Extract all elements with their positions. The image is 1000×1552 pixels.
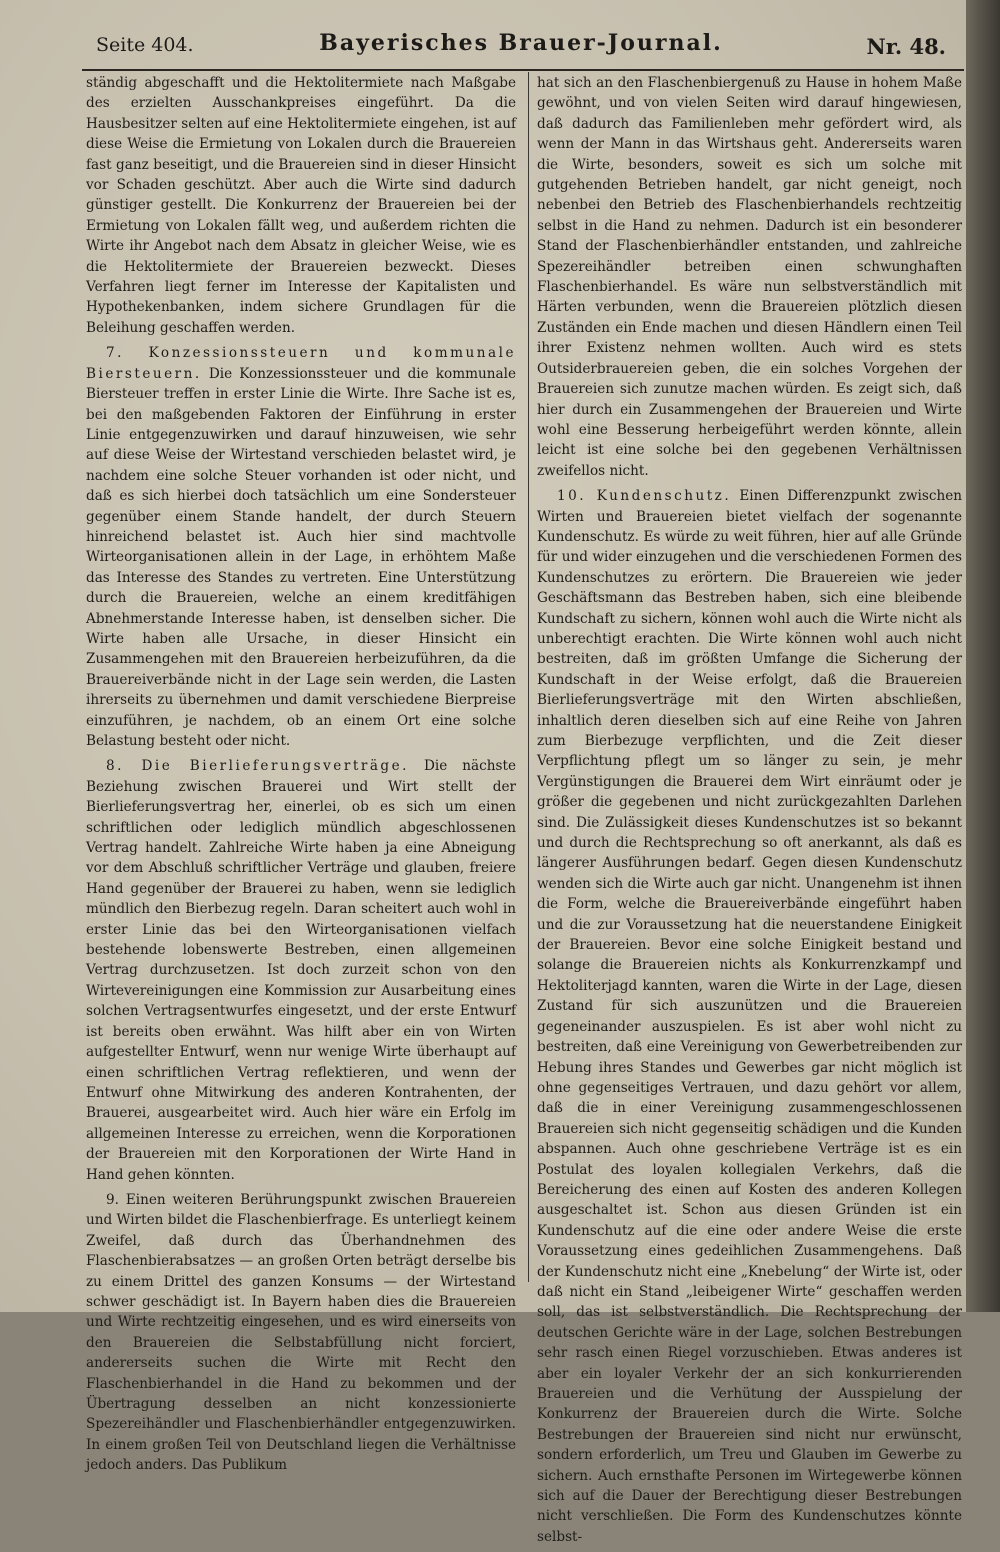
article-section [86, 343, 516, 751]
section-heading: 8. Die Bierlieferungsverträge. [106, 758, 409, 775]
issue-number: Nr. 48. [866, 34, 946, 59]
left-column [86, 73, 516, 1481]
journal-title: Bayerisches Brauer-Journal. [319, 30, 723, 56]
page-header [96, 30, 946, 66]
section-body: Die nächste Beziehung zwischen Brauerei und Wirt stellt der Bierlieferungsvertrag her, einerlei, ob es sich um einen schriftlichen oder lediglich mündlich abgeschlossenen Vertrag handelt. Zahlreiche Wirte haben ja eine Abneigung vor dem Abschluß schriftlicher Verträge und glauben, freiere Hand gegenüber der Brauerei zu haben, wenn sie lediglich mündlich den Bierbezug regeln. Daran scheitert auch wohl in erster Linie das bei den Wirteorganisationen vielfach bestehende lobenswerte Bestreben, einen allgemeinen Vertrag durchzusetzen. Ist doch zurzeit schon von den Wirtevereinigungen eine Kommission zur Ausarbeitung eines solchen Vertragsentwurfes eingesetzt, und der erste Entwurf ist bereits oben erwähnt. Was hilft aber ein von Wirten aufgestellter Entwurf, wenn nur wenige Wirte überhaupt auf einen schriftlichen Vertrag reflektieren, und wenn der Entwurf ohne Mitwirkung des anderen Kontrahenten, der Brauerei, ausgearbeitet wird. Auch hier wäre ein Erfolg im allgemeinen Interesse zu erreichen, wenn die Korporationen der Brauereien mit den Korporationen der Wirte Hand in Hand gehen könnten. [86, 758, 516, 1183]
section-body: Einen Differenzpunkt zwischen Wirten und Brauereien bietet vielfach der sogenannte Kundenschutz. Es würde zu weit führen, hier auf alle Gründe für und wider einzugehen und die verschiedenen Formen des Kundenschutzes zu erörtern. Die Brauereien wie jeder Geschäftsmann das Bestreben haben, sich eine bleibende Kundschaft zu sichern, können wohl auch die Wirte nicht als unberechtigt erachten. Die Wirte können wohl auch nicht bestreiten, daß im größten Umfange die Sicherung der Kundschaft in der Weise erfolgt, daß die Brauereien Bierlieferungsverträge mit den Wirten abschließen, inhaltlich deren dieselben sich auf eine Reihe von Jahren zum Bierbezuge verpflichten, und die Zeit dieser Verpflichtung pflegt um so länger zu sein, je mehr Vergünstigungen die Brauerei dem Wirt einräumt oder je größer die gegebenen und nicht zurückgezahlten Darlehen sind. Die Zulässigkeit dieses Kundenschutzes ist so bekannt und durch die Rechtsprechung so oft anerkannt, als daß es längerer Ausführungen bedarf. Gegen diesen Kundenschutz wenden sich die Wirte auch gar nicht. Unangenehm ist ihnen die Form, welche die Brauereiverbände eingeführt haben und die zur Voraussetzung hat die neuerstandene Einigkeit der Brauereien. Bevor eine solche Einigkeit bestand und solange die Brauereien nichts als Konkurrenzkampf und Hektoliterjagd kannten, waren die Wirte in der Lage, diesen Zustand für sich auszunützen und die Brauereien gegeneinander auszuspielen. Es ist aber wohl nicht zu bestreiten, daß eine Vereinigung von Gewerbetreibenden zur Hebung ihres Standes und Gewerbes gar nicht möglich ist ohne gegenseitiges Vertrauen, und dazu gehört vor allem, daß die in einer Vereinigung zusammengeschlossenen Brauereien sich nicht gegenseitig schädigen und die Kunden abspannen. Auch ohne geschriebene Verträge ist es ein Postulat des loyalen kollegialen Verkehrs, daß die Bereicherung des einen auf Kosten des anderen Kollegen ausgeschaltet ist. Schon aus diesen Gründen ist ein Kundenschutz auf die eine oder andere Weise die erste Voraussetzung eines gedeihlichen Zusammengehens. Daß der Kundenschutz nicht eine „Knebelung“ der Wirte ist, oder daß nicht ein Stand „leibeigener Wirte“ geschaffen werden soll, das ist selbstverständlich. Die Rechtsprechung der deutschen Gerichte wäre in der Lage, solchen Bestrebungen sehr rasch einen Riegel vorzuschieben. Etwas anderes ist aber ein loyaler Verkehr der an sich konkurrierenden Brauereien und die Verhütung der Ausspielung der Konkurrenz der Brauereien durch die Wirte. Solche Bestrebungen der Brauereien sind nicht nur erwünscht, sondern erforderlich, um Treu und Glauben im Gewerbe zu sichern. Auch ernsthafte Personen im Wirtegewerbe können sich auf die Dauer der Berechtigung dieser Bestrebungen nicht verschließen. Die Form des Kundenschutzes könnte selbst- [537, 488, 963, 1545]
article-section [86, 1190, 516, 1476]
section-heading: 10. Kundenschutz. [557, 488, 732, 505]
section-heading: 7. Konzessionssteuern und kommunale Biersteuern. [86, 345, 516, 382]
column-divider [528, 72, 529, 1282]
article-section [86, 756, 516, 1185]
page-edge-shadow [966, 0, 1000, 1312]
paragraph-continuation [86, 73, 516, 338]
paragraph-continuation [537, 73, 962, 481]
section-body: Die Konzessionssteuer und die kommunale Biersteuer treffen in erster Linie die Wirte. Ihre Sache ist es, bei den maßgebenden Faktoren der Einführung in erster Linie entgegenzuwirken und darauf hinzuweisen, wie sehr auf diese Weise der Wirtestand verschieden belastet wird, je nachdem eine solche Steuer vorhanden ist oder nicht, und daß es sich hierbei doch tatsächlich um eine Sondersteuer gegenüber einem Stande handelt, der durch Steuern hinreichend belastet ist. Auch hier sind machtvolle Wirteorganisationen allein in der Lage, in erhöhtem Maße das Interesse des Standes zu vertreten. Eine Unterstützung durch die Brauereien, welche an einem kreditfähigen Abnehmerstande Interesse haben, ist denselben sicher. Die Wirte haben alle Ursache, in dieser Hinsicht ein Zusammengehen mit den Brauereien herbeizuführen, da die Brauereiverbände nicht in der Lage sein werden, die Lasten ihrerseits zu übernehmen und damit verschiedene Bierpreise einzuführen, je nachdem, ob an einem Ort eine solche Belastung besteht oder nicht. [86, 365, 516, 749]
page-number: Seite 404. [96, 34, 194, 56]
section-body: 9. Einen weiteren Berührungspunkt zwischen Brauereien und Wirten bildet die Flaschenbierfrage. Es unterliegt keinem Zweifel, daß durch das Überhandnehmen des Flaschenbierabsatzes — an großen Orten beträgt derselbe bis zu einem Drittel des ganzen Konsums — der Wirtestand schwer geschädigt ist. In Bayern haben dies die Brauereien und Wirte rechtzeitig eingesehen, und es wird einerseits von den Brauereien die Selbstabfüllung nicht forciert, andererseits suchen die Wirte mit Recht den Flaschenbierhandel in die Hand zu bekommen und der Übertragung desselben an nicht konzessionierte Spezereihändler und Flaschenbierhändler entgegenzuwirken. In einem großen Teil von Deutschland liegen die Verhältnisse jedoch anders. Das Publikum [86, 1191, 516, 1474]
section-body: hat sich an den Flaschenbiergenuß zu Hause in hohem Maße gewöhnt, und von vielen Seiten wird darauf hingewiesen, daß dadurch das Familienleben mehr gefördert wird, als wenn der Mann in das Wirtshaus geht. Andererseits waren die Wirte, besonders, soweit es sich um solche mit gutgehenden Betrieben handelt, gar nicht geneigt, noch nebenbei den Betrieb des Flaschenbierhandels rechtzeitig selbst in die Hand zu nehmen. Dadurch ist ein besonderer Stand der Flaschenbierhändler entstanden, und zahlreiche Spezereihändler betreiben einen schwunghaften Flaschenbierhandel. Es wäre nun selbstverständlich mit Härten verbunden, wenn die Brauereien plötzlich diesen Zuständen ein Ende machen und diesen Händlern einen Teil ihrer Existenz nehmen wollten. Auch wird es stets Outsiderbrauereien geben, die ein solches Vorgehen der Brauereien sich zunutze machen würden. Es zeigt sich, daß hier durch ein Zusammengehen der Brauereien und Wirte wohl eine Besserung herbeigeführt werden könnte, allein leicht ist eine solche bei den gegebenen Verhältnissen zweifellos nicht. [537, 75, 962, 479]
article-section [537, 486, 962, 1547]
right-column [537, 73, 962, 1552]
header-rule [82, 69, 964, 71]
section-body: ständig abgeschafft und die Hektolitermiete nach Maßgabe des erzielten Ausschankpreises eingeführt. Da die Hausbesitzer selten auf eine Hektolitermiete eingehen, ist auf diese Weise die Ermietung von Lokalen durch die Brauereien fast ganz beseitigt, und die Brauereien sind in dieser Hinsicht vor Schaden geschützt. Aber auch die Wirte sind dadurch günstiger gestellt. Die Konkurrenz der Brauereien bei der Ermietung von Lokalen fällt weg, und außerdem richten die Wirte ihr Angebot nach dem Absatz in gleicher Weise, wie es die Hektolitermiete der Brauereien bezweckt. Dieses Verfahren liegt ferner im Interesse der Kapitalisten und Hypothekenbanken, indem sichere Grundlagen für die Beleihung geschaffen werden. [86, 75, 516, 336]
